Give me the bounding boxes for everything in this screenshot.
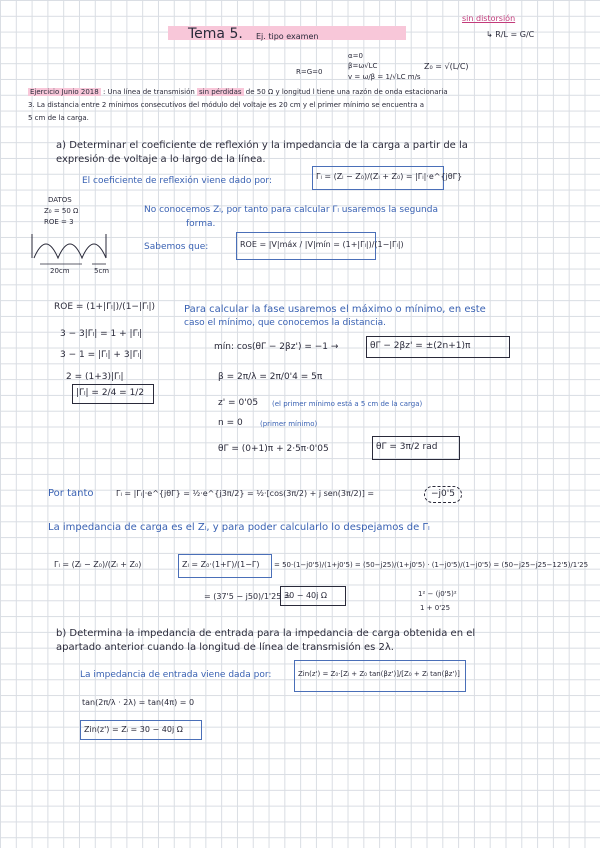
- zl-result-text: 30 − 40j Ω: [284, 591, 328, 600]
- fase-text-1: Para calcular la fase usaremos el máximo o mínimo, en este: [184, 304, 486, 315]
- coef-formula: Γₗ = (Zₗ − Z₀)/(Zₗ + Z₀) = |Γₗ|·e^{jθΓ}: [316, 172, 463, 181]
- denominator-note: 1² − (j0'5)²: [418, 590, 457, 598]
- denominator-value: 1 + 0'25: [420, 604, 451, 612]
- theta-box-text: θΓ = 3π/2 rad: [376, 442, 438, 452]
- page-subtitle: Ej. tipo examen: [256, 32, 319, 41]
- theta-eq: θΓ = (0+1)π + 2·5π·0'05: [218, 444, 329, 454]
- min-box-text: θΓ − 2βz' = ±(2n+1)π: [370, 341, 471, 351]
- part-b-text: La impedancia de entrada viene dada por:: [80, 670, 272, 680]
- part-b-statement-2: apartado anterior cuando la longitud de línea de transmisión es 2λ.: [56, 642, 394, 653]
- standing-wave-sketch: [30, 228, 130, 278]
- beta-eq: β = 2π/λ = 2π/0'4 = 5π: [218, 372, 323, 382]
- zl-box-text: Zₗ = Z₀·(1+Γ)/(1−Γ): [182, 560, 260, 569]
- param-v: v = ω/β = 1/√LC m/s: [348, 73, 421, 81]
- n-note: (primer mínimo): [260, 420, 318, 428]
- problem-line1-c: de 50 Ω y longitud l tiene una razón de onda estacionaria: [245, 88, 448, 96]
- problem-line3: 5 cm de la carga.: [28, 114, 89, 122]
- zprime-note: (el primer mínimo está a 5 cm de la carga): [272, 400, 423, 408]
- datos-z0: Z₀ = 50 Ω: [44, 207, 79, 215]
- zprime-eq: z' = 0'05: [218, 398, 259, 408]
- param-z0: Z₀ = √(L/C): [424, 62, 469, 71]
- eq-step-2: 3 − 3|Γₗ| = 1 + |Γₗ|: [60, 329, 143, 339]
- param-rg: R=G=0: [296, 68, 323, 76]
- corner-formula: ↳ R/L = G/C: [486, 30, 535, 39]
- eq-gamma-mod: |Γₗ| = 2/4 = 1/2: [76, 388, 145, 398]
- page-title: Tema 5.: [188, 26, 243, 42]
- portanto-label: Por tanto: [48, 488, 94, 499]
- dim-5cm: 5cm: [94, 267, 110, 275]
- datos-roe: ROE = 3: [44, 218, 74, 226]
- zin-result-text: Zin(z') = Zₗ = 30 − 40j Ω: [84, 725, 183, 734]
- part-a-statement-2: expresión de voltaje a lo largo de la línea.: [56, 154, 266, 165]
- datos-title: DATOS: [48, 196, 72, 204]
- param-beta: β=ω√LC: [348, 62, 378, 70]
- sabemos-text: Sabemos que:: [144, 242, 209, 252]
- problem-line1-a: : Una línea de transmisión: [102, 88, 195, 96]
- problem-line2: 3. La distancia entre 2 mínimos consecutivos del módulo del voltaje es 20 cm y el primer mínimo se encuentra a: [28, 101, 425, 109]
- tan-eq: tan(2π/λ · 2λ) = tan(4π) = 0: [82, 698, 195, 707]
- portanto-eq: Γₗ = |Γₗ|·e^{jθΓ} = ½·e^{j3π/2} = ½·[cos(3π/2) + j sen(3π/2)] =: [116, 489, 375, 498]
- eq-step-4: 2 = (1+3)|Γₗ|: [66, 372, 124, 382]
- problem-label: Ejercicio Junio 2018: [30, 88, 99, 96]
- zl-chain: = 50·(1−j0'5)/(1+j0'5) = (50−j25)/(1+j0'5) · (1−j0'5)/(1−j0'5) = (50−j25−j25−12'5)/1'25: [274, 561, 589, 569]
- gamma-def: Γₗ = (Zₗ − Z₀)/(Zₗ + Z₀): [54, 560, 142, 569]
- eq-roe: ROE = (1+|Γₗ|)/(1−|Γₗ|): [54, 302, 156, 312]
- part-a-statement-1: a) Determinar el coeficiente de reflexión y la impedancia de la carga a partir de la: [56, 140, 468, 151]
- no-conocemos-2: forma.: [186, 219, 216, 229]
- eq-step-3: 3 − 1 = |Γₗ| + 3|Γₗ|: [60, 350, 143, 360]
- portanto-result: −j0'5: [424, 486, 462, 503]
- corner-note: sin distorsión: [462, 14, 516, 23]
- fase-text-2: caso el mínimo, que conocemos la distancia.: [184, 318, 387, 328]
- zin-formula: Zin(z') = Z₀·[Zₗ + Z₀ tan(βz')]/[Z₀ + Zₗ tan(βz')]: [298, 670, 460, 678]
- n-eq: n = 0: [218, 418, 243, 428]
- param-alpha: α=0: [348, 52, 363, 60]
- coef-text: El coeficiente de reflexión viene dado por:: [82, 176, 272, 186]
- min-eq: mín: cos(θΓ − 2βz') = −1 →: [214, 342, 339, 352]
- part-b-statement-1: b) Determina la impedancia de entrada para la impedancia de carga obtenida en el: [56, 628, 476, 639]
- dim-20cm: 20cm: [50, 267, 70, 275]
- impedancia-text: La impedancia de carga es el Zₗ, y para poder calcularlo lo despejamos de Γₗ: [48, 522, 430, 533]
- problem-line1-b: sin pérdidas: [199, 88, 242, 96]
- roe-formula: ROE = |V|máx / |V|mín = (1+|Γₗ|)/(1−|Γₗ|): [240, 240, 404, 249]
- zl-result-lhs: = (37'5 − j50)/1'25 =: [204, 592, 291, 601]
- no-conocemos-1: No conocemos Zₗ, por tanto para calcular Γₗ usaremos la segunda: [144, 205, 438, 215]
